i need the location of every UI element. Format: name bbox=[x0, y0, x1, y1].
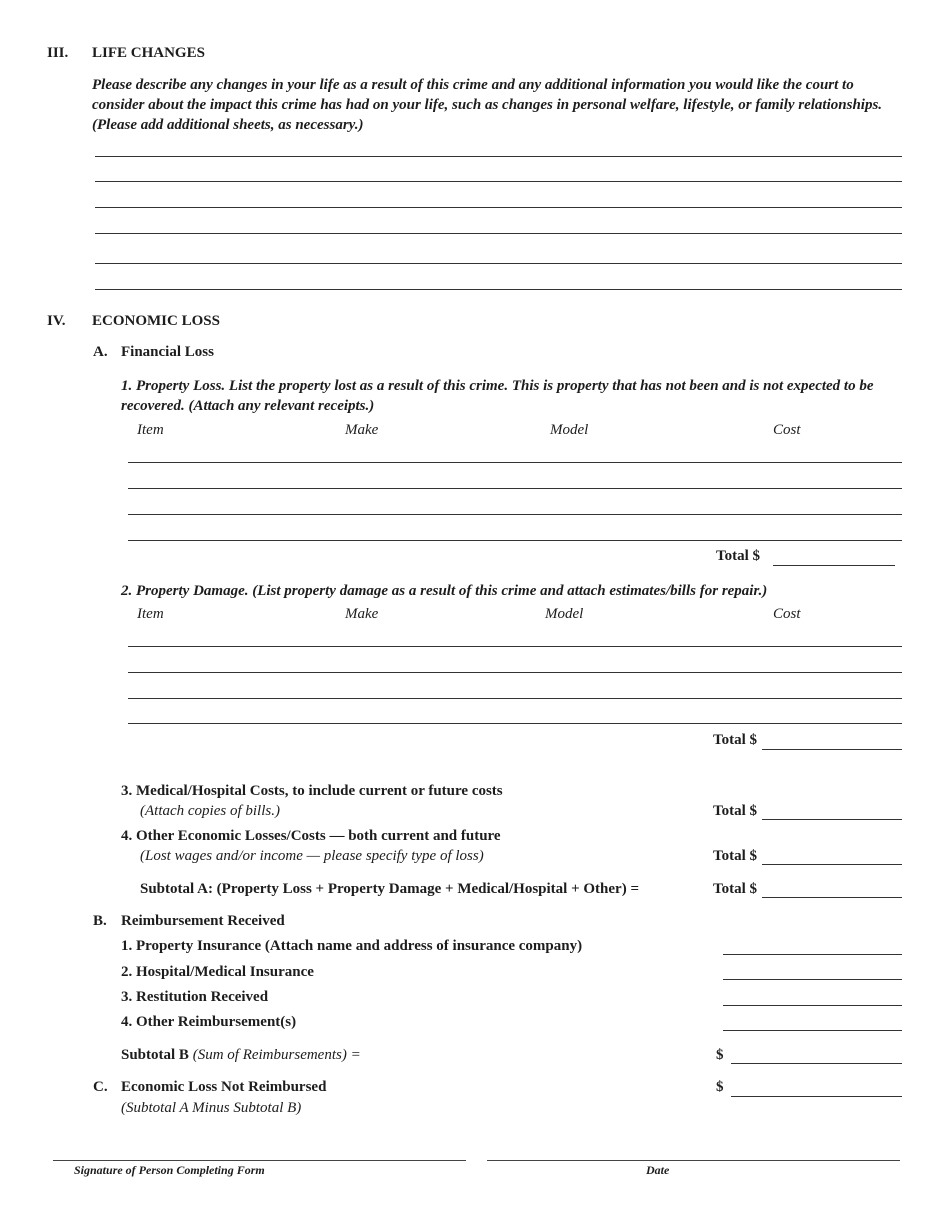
write-line[interactable] bbox=[95, 156, 902, 157]
date-line[interactable] bbox=[487, 1160, 900, 1161]
section-iv-number: IV. bbox=[47, 313, 66, 329]
reimbursement-item: 2. Hospital/Medical Insurance bbox=[121, 964, 314, 980]
subtotal-b bbox=[121, 1047, 361, 1064]
subsection-b-letter: B. bbox=[93, 913, 107, 929]
subtotal-a-label: Subtotal A: (Property Loss + Property Damage + Medical/Hospital + Other) = bbox=[140, 881, 639, 897]
write-line[interactable] bbox=[95, 263, 902, 264]
medical-costs-title: 3. Medical/Hospital Costs, to include current or future costs bbox=[121, 783, 503, 799]
section-iii-number: III. bbox=[47, 45, 69, 61]
write-line[interactable] bbox=[95, 181, 902, 182]
subtotal-a-field[interactable] bbox=[762, 897, 902, 898]
subtotal-a-total-label: Total $ bbox=[713, 881, 758, 897]
medical-costs-note: (Attach copies of bills.) bbox=[140, 803, 280, 819]
property-damage-instructions: 2. Property Damage. (List property damage as a result of this crime and attach estimates/bills for repair.) bbox=[121, 583, 768, 599]
other-losses-note: (Lost wages and/or income — please specify type of loss) bbox=[140, 848, 484, 864]
col-cost: Cost bbox=[773, 422, 801, 438]
reimbursement-field[interactable] bbox=[723, 1005, 902, 1006]
subsection-c-note: (Subtotal A Minus Subtotal B) bbox=[121, 1100, 302, 1116]
write-line[interactable] bbox=[128, 672, 902, 673]
col-item: Item bbox=[137, 422, 164, 438]
subsection-b-title: Reimbursement Received bbox=[121, 913, 285, 929]
col-make: Make bbox=[345, 422, 379, 438]
reimbursement-field[interactable] bbox=[723, 979, 902, 980]
write-line[interactable] bbox=[95, 233, 902, 234]
property-loss-total-field[interactable] bbox=[773, 565, 895, 566]
write-line[interactable] bbox=[128, 723, 902, 724]
write-line[interactable] bbox=[128, 488, 902, 489]
reimbursement-item: 4. Other Reimbursement(s) bbox=[121, 1014, 297, 1030]
property-damage-total-field[interactable] bbox=[762, 749, 902, 750]
subtotal-b-currency: $ bbox=[716, 1047, 724, 1063]
subtotal-b-note: (Sum of Reimbursements) = bbox=[192, 1047, 361, 1063]
write-line[interactable] bbox=[128, 514, 902, 515]
subsection-c-field[interactable] bbox=[731, 1096, 902, 1097]
col-make: Make bbox=[345, 606, 379, 622]
signature-label: Signature of Person Completing Form bbox=[74, 1163, 265, 1177]
subsection-c-letter: C. bbox=[93, 1079, 108, 1095]
write-line[interactable] bbox=[95, 289, 902, 290]
subsection-a-letter: A. bbox=[93, 344, 108, 360]
section-iv-title: ECONOMIC LOSS bbox=[92, 313, 220, 329]
write-line[interactable] bbox=[128, 540, 902, 541]
medical-total-field[interactable] bbox=[762, 819, 902, 820]
other-total-label: Total $ bbox=[713, 848, 758, 864]
property-damage-total-label: Total $ bbox=[713, 732, 758, 748]
reimbursement-field[interactable] bbox=[723, 954, 902, 955]
subtotal-b-field[interactable] bbox=[731, 1063, 902, 1064]
write-line[interactable] bbox=[128, 462, 902, 463]
subsection-c-title: Economic Loss Not Reimbursed bbox=[121, 1079, 327, 1095]
other-total-field[interactable] bbox=[762, 864, 902, 865]
subtotal-b-label: Subtotal B bbox=[121, 1047, 189, 1063]
reimbursement-field[interactable] bbox=[723, 1030, 902, 1031]
signature-line[interactable] bbox=[53, 1160, 466, 1161]
write-line[interactable] bbox=[128, 698, 902, 699]
date-label: Date bbox=[646, 1163, 670, 1177]
col-cost: Cost bbox=[773, 606, 801, 622]
reimbursement-item: 1. Property Insurance (Attach name and address of insurance company) bbox=[121, 938, 583, 954]
section-iii-instructions: Please describe any changes in your life as a result of this crime and any additional information you would like the court to consider about the impact this crime has had on your life, such as changes in personal welfare, lifestyle, or family relationships. (Please add additional sheets, as necessary.) bbox=[92, 77, 883, 133]
subsection-a-title: Financial Loss bbox=[121, 344, 214, 360]
medical-total-label: Total $ bbox=[713, 803, 758, 819]
write-line[interactable] bbox=[95, 207, 902, 208]
subsection-c-currency: $ bbox=[716, 1079, 724, 1095]
property-loss-instructions: 1. Property Loss. List the property lost as a result of this crime. This is property that has not been and is not expected to be recovered. (Attach any relevant receipts.) bbox=[121, 378, 874, 414]
col-model: Model bbox=[545, 606, 584, 622]
col-item: Item bbox=[137, 606, 164, 622]
col-model: Model bbox=[550, 422, 589, 438]
write-line[interactable] bbox=[128, 646, 902, 647]
other-losses-title: 4. Other Economic Losses/Costs — both current and future bbox=[121, 828, 501, 844]
section-iii-title: LIFE CHANGES bbox=[92, 45, 205, 61]
property-loss-total-label: Total $ bbox=[716, 548, 761, 564]
reimbursement-item: 3. Restitution Received bbox=[121, 989, 269, 1005]
